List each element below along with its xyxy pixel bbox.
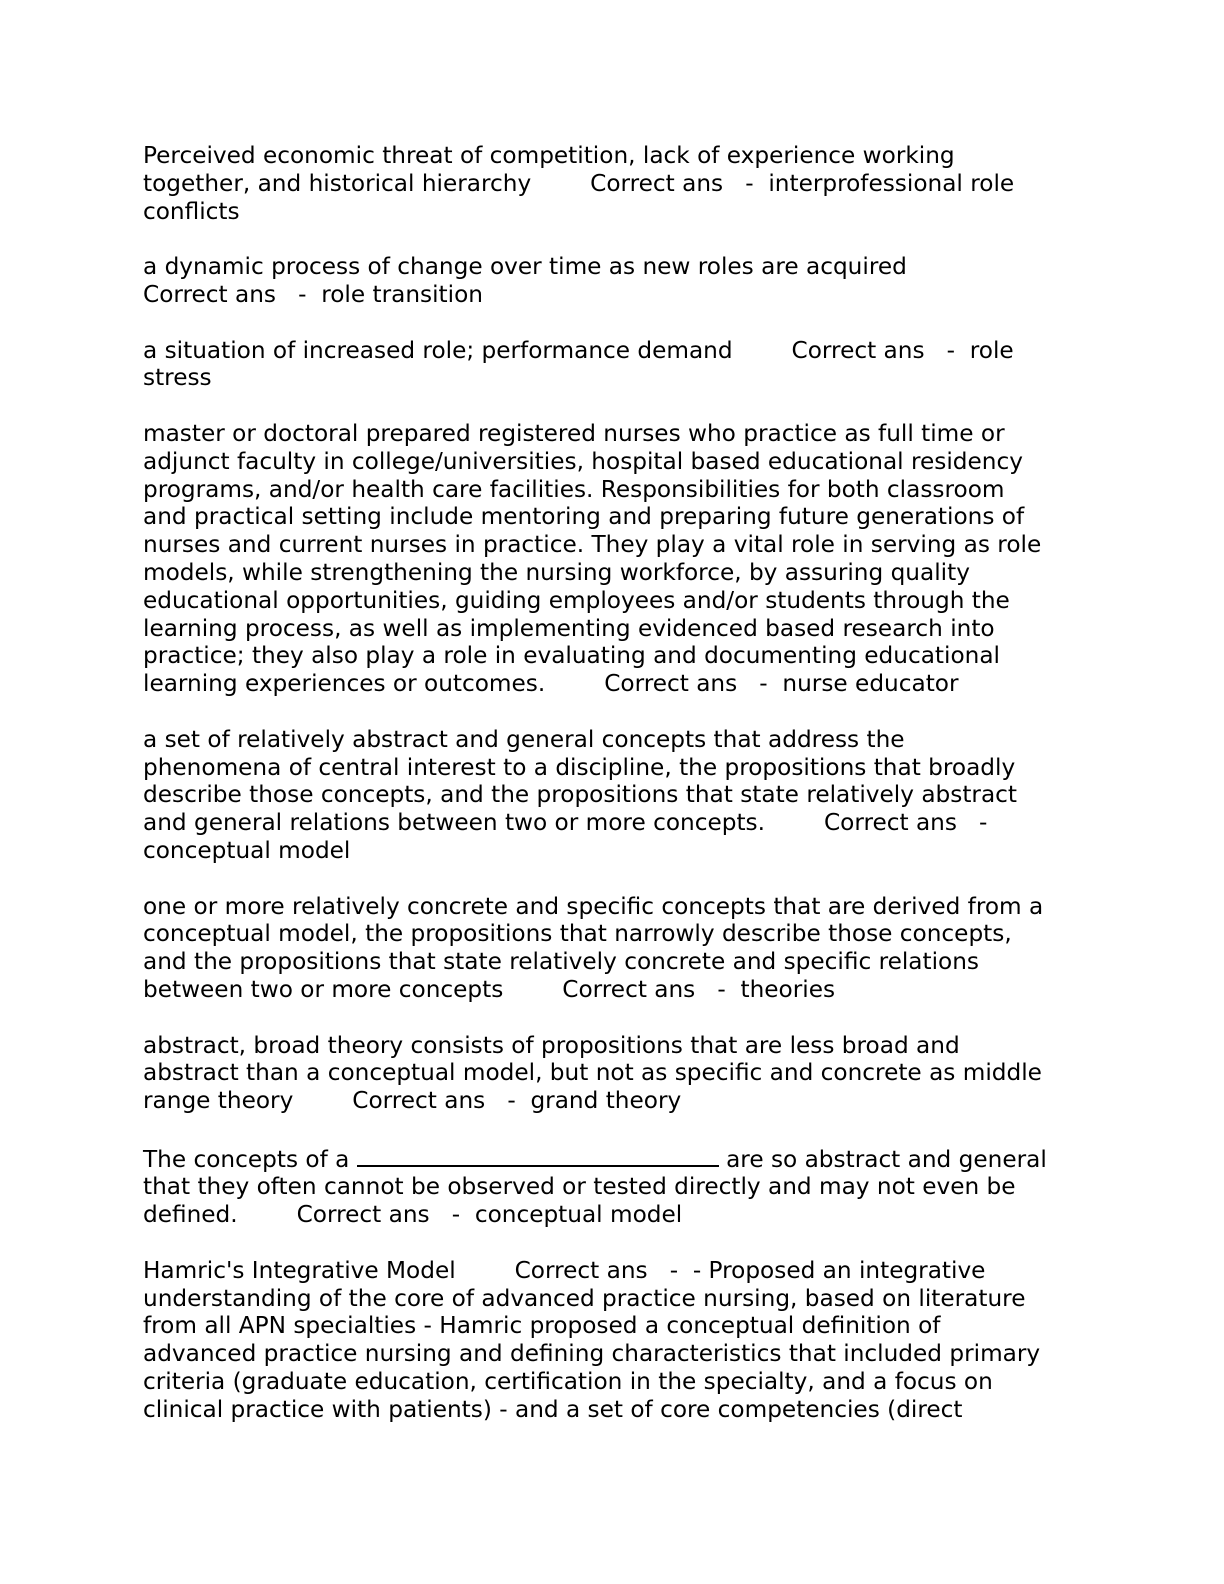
card-line: understanding of the core of advanced practice nursing, based on literature [143,1284,1026,1312]
flashcard-item [143,1143,1078,1229]
card-line: range theory Correct ans - grand theory [143,1087,682,1115]
flashcard-item [143,726,1078,865]
card-line: conceptual model, the propositions that narrowly describe those concepts, [143,920,1012,948]
card-line: learning process, as well as implementing evidenced based research into [143,614,995,642]
card-line: Correct ans - role transition [143,280,483,308]
flashcard-item [143,337,1078,393]
flashcard-item [143,253,1078,309]
flashcard-item [143,1257,1078,1424]
card-line-suffix: are so abstract and general [718,1145,1047,1173]
flashcard-list [143,142,1078,1451]
card-line: Perceived economic threat of competition, lack of experience working [143,142,955,169]
card-line: criteria (graduate education, certification in the specialty, and a focus on [143,1368,993,1396]
card-line: between two or more concepts Correct ans - theories [143,975,836,1003]
flashcard-item [143,1032,1078,1115]
fill-in-blank [357,1143,719,1167]
card-line: learning experiences or outcomes. Correct ans - nurse educator [143,670,959,698]
card-line: and the propositions that state relatively concrete and specific relations [143,948,980,976]
card-line: and practical setting include mentoring and preparing future generations of [143,503,1025,531]
card-line: that they often cannot be observed or tested directly and may not even be [143,1173,1016,1201]
card-line: from all APN specialties - Hamric proposed a conceptual definition of [143,1312,941,1340]
card-line: a dynamic process of change over time as new roles are acquired [143,253,907,281]
card-line: together, and historical hierarchy Correct ans - interprofessional role [143,169,1015,197]
card-line: abstract, broad theory consists of propositions that are less broad and [143,1031,960,1059]
card-line: defined. Correct ans - conceptual model [143,1201,683,1229]
card-line: a situation of increased role; performance demand Correct ans - role [143,336,1014,364]
card-line-prefix: The concepts of a [143,1145,357,1173]
card-line: abstract than a conceptual model, but not as specific and concrete as middle [143,1059,1042,1087]
card-line: practice; they also play a role in evaluating and documenting educational [143,642,1000,670]
card-line: conceptual model [143,836,351,864]
card-line: one or more relatively concrete and specific concepts that are derived from a [143,892,1044,920]
card-line: stress [143,364,212,392]
card-line: a set of relatively abstract and general concepts that address the [143,725,905,753]
card-line: Hamric's Integrative Model Correct ans - - Proposed an integrative [143,1256,986,1284]
card-line: describe those concepts, and the propositions that state relatively abstract [143,781,1018,809]
card-line: conflicts [143,197,240,225]
card-line: nurses and current nurses in practice. They play a vital role in serving as role [143,531,1042,559]
card-line: master or doctoral prepared registered nurses who practice as full time or [143,419,1005,447]
card-line: clinical practice with patients) - and a set of core competencies (direct [143,1395,963,1423]
card-line: and general relations between two or more concepts. Correct ans - [143,809,988,837]
flashcard-item [143,142,1078,225]
card-line: programs, and/or health care facilities. Responsibilities for both classroom [143,475,1005,503]
card-line: adjunct faculty in college/universities, hospital based educational residency [143,447,1023,475]
card-line: phenomena of central interest to a discipline, the propositions that broadly [143,753,1016,781]
card-line: educational opportunities, guiding employees and/or students through the [143,586,1010,614]
card-line: models, while strengthening the nursing workforce, by assuring quality [143,558,970,586]
card-line: advanced practice nursing and defining characteristics that included primary [143,1340,1041,1368]
flashcard-item [143,893,1078,1004]
flashcard-item [143,420,1078,698]
